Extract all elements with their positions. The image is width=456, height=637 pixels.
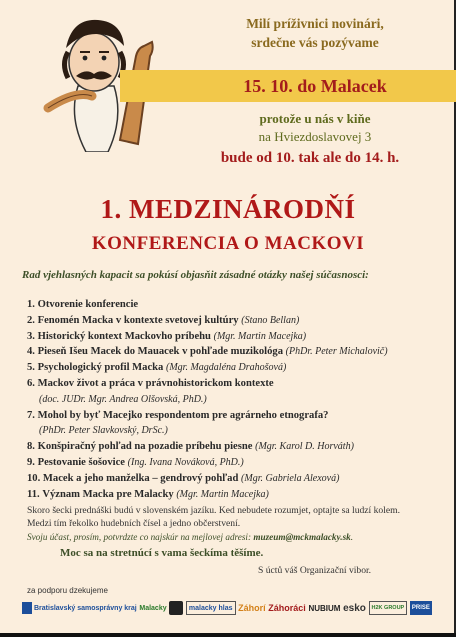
program-item-title: Macek a jeho manželka – gendrový pohľad xyxy=(42,472,239,484)
program-item-speaker: (doc. JUDr. Mgr. Andrea Olšovská, PhD.) xyxy=(39,393,207,405)
conference-title: 1. MEDZINÁRODŇÍ xyxy=(100,194,356,224)
program-item xyxy=(27,439,447,455)
closing-notes xyxy=(27,504,447,530)
bottom-border xyxy=(0,633,456,637)
sponsor-logo-esko: esko xyxy=(343,602,366,614)
program-item-speaker: (Stano Bellan) xyxy=(241,314,300,326)
program-item xyxy=(27,376,447,408)
sponsor-logo-malacky-hlas: malacky hlas xyxy=(186,601,236,615)
program-item-title: Psychologický profil Macka xyxy=(37,362,164,374)
program-item-number: 2. xyxy=(27,314,35,326)
program-item-number: 6. xyxy=(27,377,35,389)
venue-line-2: na Hviezdoslavovej 3 xyxy=(258,129,372,144)
program-item-number: 9. xyxy=(27,456,35,468)
conference-subtitle: KONFERENCIA O MACKOVI xyxy=(91,233,365,254)
program-item-number: 1. xyxy=(27,299,35,310)
intro-text: Rad vjehlasných kapacit sa pokúsí objasňit zásadné otázky našej súčasnosci: xyxy=(22,269,369,281)
greeting-line-1: Milí príživnici novinári, xyxy=(246,16,384,31)
sponsor-logo-malacky: Malacky xyxy=(139,604,167,612)
program-item xyxy=(27,344,447,360)
program-item-title: Pieseň Išeu Macek do Mauacek v pohľade muzikológa xyxy=(37,346,283,358)
looking-forward: Moc sa na stretnúcí s vama šeckíma těšíme. xyxy=(60,547,264,559)
closing-line-2: Medzi tím řekolko hudebních čísel a jedno občerstvení. xyxy=(27,518,241,530)
sponsor-logo-nubium: NUBIUM xyxy=(308,603,341,613)
program-item-speaker: (Mgr. Karol D. Horváth) xyxy=(255,441,354,453)
program-list xyxy=(27,297,447,502)
sponsor-logo-zahori: Záhorí xyxy=(238,603,266,613)
program-item-title: Mohol by byť Macejko respondentom pre agrárneho etnografa? xyxy=(37,409,329,421)
sponsor-logo-bsk: Bratislavský samosprávny kraj xyxy=(22,598,137,618)
program-item-title: Konšpiračný pohľad na pozadie príbehu piesne xyxy=(37,441,253,453)
event-hours: bude od 10. tak ale do 14. h. xyxy=(220,150,400,166)
program-item-speaker: (Mgr. Gabriela Alexová) xyxy=(241,472,340,484)
venue-info xyxy=(190,110,440,146)
program-item-speaker: (PhDr. Peter Slavkovský, DrSc.) xyxy=(39,425,168,437)
program-item-speaker: (Mgr. Martin Macejka) xyxy=(213,330,307,342)
venue-line-1: protože u nás v kiňe xyxy=(259,111,371,126)
program-item-title: Historický kontext Mackovho príbehu xyxy=(37,330,211,342)
program-item-speaker: (Mgr. Magdaléna Drahošová) xyxy=(166,362,287,374)
program-item-title: Fenomén Macka v kontexte svetovej kultúry xyxy=(37,314,239,326)
program-item xyxy=(27,329,447,345)
program-item-number: 3. xyxy=(27,330,35,342)
program-item-speaker: (Ing. Ivana Nováková, PhD.) xyxy=(127,456,244,468)
sponsor-logo-crest xyxy=(169,601,183,615)
program-item-title: Význam Macka pre Malacky xyxy=(42,488,174,500)
program-item-title: Otvorenie konferencie xyxy=(37,299,139,310)
greeting xyxy=(190,14,440,52)
program-item-number: 7. xyxy=(27,409,35,421)
greeting-line-2: srdečne vás pozývame xyxy=(251,35,379,50)
rsvp-note xyxy=(27,532,447,542)
program-item-title: Mackov život a práca v právnohistorickom kontexte xyxy=(37,377,274,389)
program-item-number: 10. xyxy=(27,472,41,484)
program-item xyxy=(27,408,447,440)
program-item-number: 5. xyxy=(27,362,35,374)
program-item-number: 8. xyxy=(27,441,35,453)
sponsor-logos xyxy=(22,596,432,620)
program-item-speaker: (PhDr. Peter Michalovič) xyxy=(285,346,388,358)
rsvp-text: Svoju účast, prosím, potvrdzte co najskúr na mejlovej adresi: xyxy=(27,532,254,542)
rsvp-end: . xyxy=(350,532,354,542)
program-item-title: Pestovanie šošovice xyxy=(37,456,125,468)
closing-line-1: Skoro šecki prednáški budú v slovenském jazíku. Ked nebudete rozumjet, optajte sa ludzí kolem. xyxy=(27,505,400,516)
program-item-speaker: (Mgr. Martin Macejka) xyxy=(176,488,269,500)
program-item-number: 4. xyxy=(27,346,35,358)
sponsor-logo-h2k: H2K GROUP xyxy=(369,601,408,615)
program-item xyxy=(27,297,447,313)
sponsor-logo-zahoraci: Záhoráci xyxy=(268,603,306,613)
program-item xyxy=(27,313,447,329)
signature: S úctů váš Organizační vibor. xyxy=(258,565,372,576)
sponsor-logo-prise: PRISE xyxy=(410,601,432,615)
support-label: za podporu dzekujeme xyxy=(27,586,108,595)
event-date: 15. 10. do Malacek xyxy=(243,76,387,96)
program-item xyxy=(27,487,447,503)
rsvp-email-link[interactable]: muzeum@mckmalacky.sk xyxy=(253,532,351,542)
program-item xyxy=(27,455,447,471)
program-item xyxy=(27,471,447,487)
program-item-number: 11. xyxy=(27,488,40,500)
program-item xyxy=(27,360,447,376)
